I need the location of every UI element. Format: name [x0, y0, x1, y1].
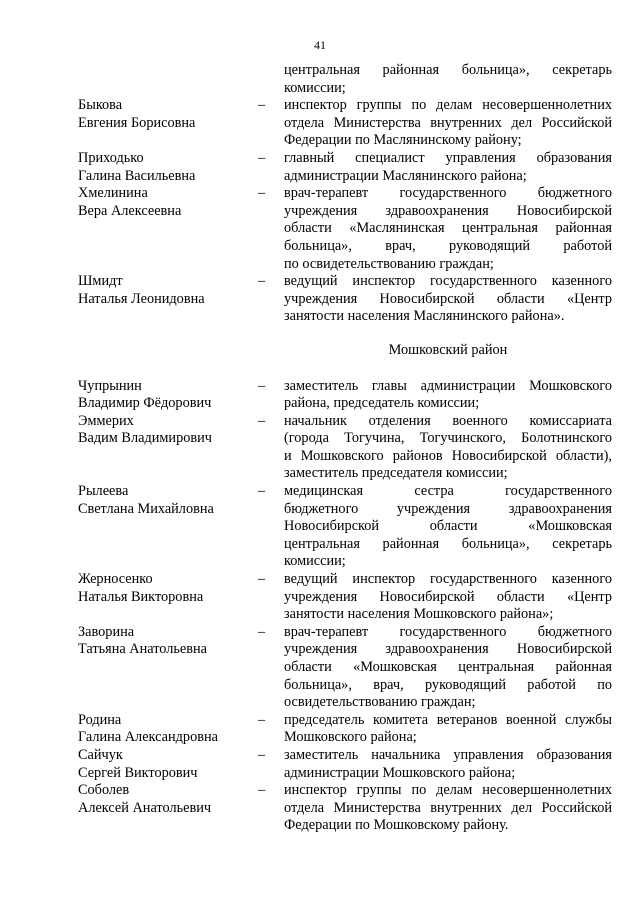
text-line: заместитель председателя комиссии;: [284, 465, 508, 482]
name-line: Родина: [78, 711, 122, 728]
dash-separator: –: [258, 571, 266, 588]
dash-separator: –: [258, 97, 266, 114]
member-name: [78, 571, 258, 606]
member-position: [284, 624, 612, 712]
member-entry: [78, 378, 612, 413]
text-line: учреждения Новосибирской области «Центр: [284, 290, 612, 307]
dash-separator: –: [258, 377, 266, 394]
text-line: врач-терапевт государственного бюджетного: [284, 185, 612, 202]
member-name: [78, 782, 258, 817]
name-line: Галина Александровна: [78, 729, 218, 746]
text-line: бюджетного учреждения здравоохранения: [284, 500, 612, 517]
entries-maslyaninsky: [78, 97, 612, 326]
member-entry: [78, 97, 612, 150]
text-line: учреждения здравоохранения Новосибирской: [284, 641, 612, 658]
text-line: главный специалист управления образования: [284, 149, 612, 166]
text-line: района, председатель комиссии;: [284, 395, 480, 412]
text-line: заместитель главы администрации Мошковского: [284, 377, 612, 394]
dash-separator: –: [258, 273, 266, 290]
name-line: Быкова: [78, 97, 123, 114]
member-entry: [78, 782, 612, 835]
dash-separator: –: [258, 623, 266, 640]
member-name: [78, 150, 258, 185]
text-line: Федерации по Маслянинскому району;: [284, 132, 522, 149]
member-position: [284, 782, 612, 835]
member-entry: [78, 624, 612, 712]
name-line: Сергей Викторович: [78, 764, 198, 781]
member-position: [284, 150, 612, 185]
text-line: начальник отделения военного комиссариата: [284, 412, 612, 429]
name-line: Сайчук: [78, 746, 123, 763]
member-position: [284, 273, 612, 326]
text-line: врач-терапевт государственного бюджетного: [284, 623, 612, 640]
continuation-text: [284, 62, 612, 97]
text-line: комиссии;: [284, 79, 346, 96]
text-line: Мошковского района;: [284, 729, 417, 746]
page-number: 41: [314, 38, 326, 52]
text-line: комиссии;: [284, 553, 346, 570]
text-line: и Мошковского районов Новосибирской области),: [284, 447, 612, 464]
name-line: Алексей Анатольевич: [78, 799, 212, 816]
text-line: отдела Министерства внутренних дел Российской: [284, 114, 612, 131]
member-position: [284, 571, 612, 624]
member-entry: [78, 483, 612, 571]
text-line: больница», врач, руководящий работой по: [284, 676, 612, 693]
text-line: администрации Мошковского района;: [284, 764, 516, 781]
name-line: Галина Васильевна: [78, 167, 196, 184]
name-line: Светлана Михайловна: [78, 500, 214, 517]
text-line: инспектор группы по делам несовершеннолетних: [284, 782, 612, 799]
text-line: администрации Маслянинского района;: [284, 167, 527, 184]
dash-separator: –: [258, 412, 266, 429]
dash-separator: –: [258, 483, 266, 500]
text-line: освидетельствованию граждан;: [284, 694, 476, 711]
member-name: [78, 97, 258, 132]
name-line: Наталья Леонидовна: [78, 290, 205, 307]
member-name: [78, 483, 258, 518]
name-line: Шмидт: [78, 273, 123, 290]
name-line: Евгения Борисовна: [78, 114, 196, 131]
name-line: Вадим Владимирович: [78, 430, 212, 447]
text-line: Федерации по Мошковскому району.: [284, 817, 509, 834]
text-line: отдела Министерства внутренних дел Российской: [284, 799, 612, 816]
text-line: учреждения Новосибирской области «Центр: [284, 588, 612, 605]
text-line: (города Тогучина, Тогучинского, Болотнинского: [284, 430, 612, 447]
text-line: центральная районная больница», секретарь: [284, 62, 612, 78]
text-line: медицинская сестра государственного: [284, 483, 612, 500]
name-line: Жерносенко: [78, 571, 153, 588]
name-line: Владимир Фёдорович: [78, 395, 212, 412]
dash-separator: –: [258, 185, 266, 202]
name-line: Чупрынин: [78, 377, 142, 394]
document-body: [78, 62, 612, 835]
name-line: Приходько: [78, 149, 144, 166]
text-line: инспектор группы по делам несовершеннолетних: [284, 97, 612, 114]
text-line: ведущий инспектор государственного казенного: [284, 571, 612, 588]
member-name: [78, 712, 258, 747]
member-position: [284, 97, 612, 150]
dash-separator: –: [258, 782, 266, 799]
member-entry: [78, 150, 612, 185]
member-name: [78, 413, 258, 448]
dash-separator: –: [258, 711, 266, 728]
member-entry: [78, 185, 612, 273]
name-line: Вера Алексеевна: [78, 202, 182, 219]
member-position: [284, 483, 612, 571]
member-position: [284, 185, 612, 273]
text-line: по освидетельствованию граждан;: [284, 255, 494, 272]
member-position: [284, 378, 612, 413]
text-line: заместитель начальника управления образования: [284, 746, 612, 763]
name-line: Татьяна Анатольевна: [78, 641, 207, 658]
name-line: Эммерих: [78, 412, 134, 429]
member-name: [78, 747, 258, 782]
member-entry: [78, 273, 612, 326]
text-line: области «Маслянинская центральная районная: [284, 220, 612, 237]
member-position: [284, 747, 612, 782]
member-name: [78, 624, 258, 659]
entries-moshkovsky: [78, 378, 612, 835]
member-entry: [78, 712, 612, 747]
text-line: Новосибирской области «Мошковская: [284, 518, 612, 535]
member-position: [284, 413, 612, 483]
member-entry: [78, 747, 612, 782]
member-entry: [78, 413, 612, 483]
dash-separator: –: [258, 149, 266, 166]
text-line: председатель комитета ветеранов военной службы: [284, 711, 612, 728]
member-name: [78, 273, 258, 308]
member-position: [284, 712, 612, 747]
text-line: области «Мошковская центральная районная: [284, 659, 612, 675]
text-line: занятости населения Маслянинского района».: [284, 308, 565, 325]
member-entry: [78, 571, 612, 624]
name-line: Рылеева: [78, 483, 129, 500]
text-line: занятости населения Мошковского района»;: [284, 606, 554, 623]
name-line: Наталья Викторовна: [78, 588, 204, 605]
text-line: ведущий инспектор государственного казенного: [284, 273, 612, 290]
member-name: [78, 185, 258, 220]
name-line: Хмелинина: [78, 185, 148, 202]
text-line: центральная районная больница», секретарь: [284, 535, 612, 552]
name-line: Заворина: [78, 623, 135, 640]
name-line: Соболев: [78, 782, 130, 799]
dash-separator: –: [258, 746, 266, 763]
member-name: [78, 378, 258, 413]
text-line: учреждения здравоохранения Новосибирской: [284, 202, 612, 219]
section-title: Мошковский район: [388, 341, 508, 358]
text-line: больница», врач, руководящий работой: [284, 237, 612, 254]
